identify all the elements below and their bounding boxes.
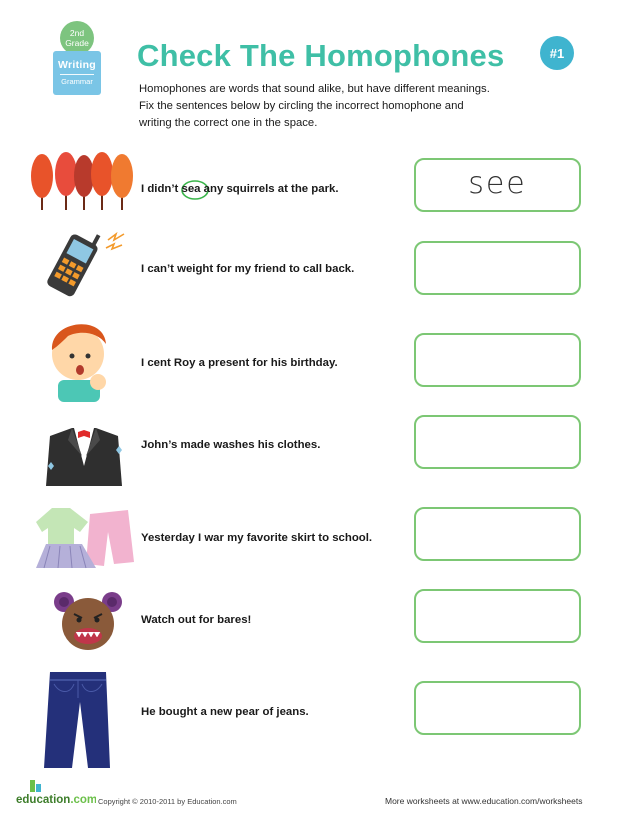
logo-main-text: education [16, 794, 71, 806]
sentence-3: I cent Roy a present for his birthday. [141, 357, 338, 369]
page-title: Check The Homophones [137, 38, 505, 73]
copyright: Copyright © 2010-2011 by Education.com [98, 797, 237, 806]
sentence-4: John’s made washes his clothes. [141, 439, 321, 451]
answer-text-1: see [468, 166, 527, 201]
answer-box-3[interactable] [414, 333, 581, 387]
divider [60, 74, 94, 75]
boy-icon [44, 310, 114, 402]
worksheet-number-badge: #1 [540, 36, 574, 70]
answer-box-2[interactable] [414, 241, 581, 295]
instruction-line: Fix the sentences below by circling the incorrect homophone and [139, 100, 464, 112]
logo-suffix-text: .com [70, 794, 96, 806]
answer-box-7[interactable] [414, 681, 581, 735]
logo-mark-icon [16, 778, 96, 806]
grade-line2: Grade [65, 38, 89, 48]
more-worksheets-link[interactable]: More worksheets at www.education.com/worksheets [385, 796, 583, 806]
phone-icon [42, 226, 140, 298]
answer-box-4[interactable] [414, 415, 581, 469]
sentence-5: Yesterday I war my favorite skirt to school. [141, 532, 373, 544]
grade-circle [60, 21, 94, 55]
sentence-7: He bought a new pear of jeans. [141, 706, 309, 718]
subject-label: Writing [57, 59, 97, 71]
answer-box-1[interactable] [414, 158, 581, 212]
instructions [139, 81, 539, 132]
grade-badge [53, 21, 101, 95]
answer-box-6[interactable] [414, 589, 581, 643]
instruction-line: Homophones are words that sound alike, but have different meanings. [139, 83, 490, 95]
clothes-icon [30, 502, 136, 574]
bear-icon [52, 590, 124, 652]
topic-label: Grammar [61, 77, 93, 86]
jeans-icon [40, 668, 114, 772]
butler-icon [42, 426, 126, 488]
svg-text:education.com [16, 794, 96, 806]
trees-icon [28, 150, 136, 214]
sentence-1: I didn’t sea any squirrels at the park. [141, 183, 339, 195]
instruction-line: writing the correct one in the space. [139, 117, 318, 129]
sentence-6: Watch out for bares! [141, 614, 252, 626]
subject-card [53, 51, 101, 95]
sentence-2: I can’t weight for my friend to call back. [141, 263, 355, 275]
answer-box-5[interactable] [414, 507, 581, 561]
education-logo [16, 778, 96, 811]
grade-line1: 2nd [69, 28, 85, 38]
